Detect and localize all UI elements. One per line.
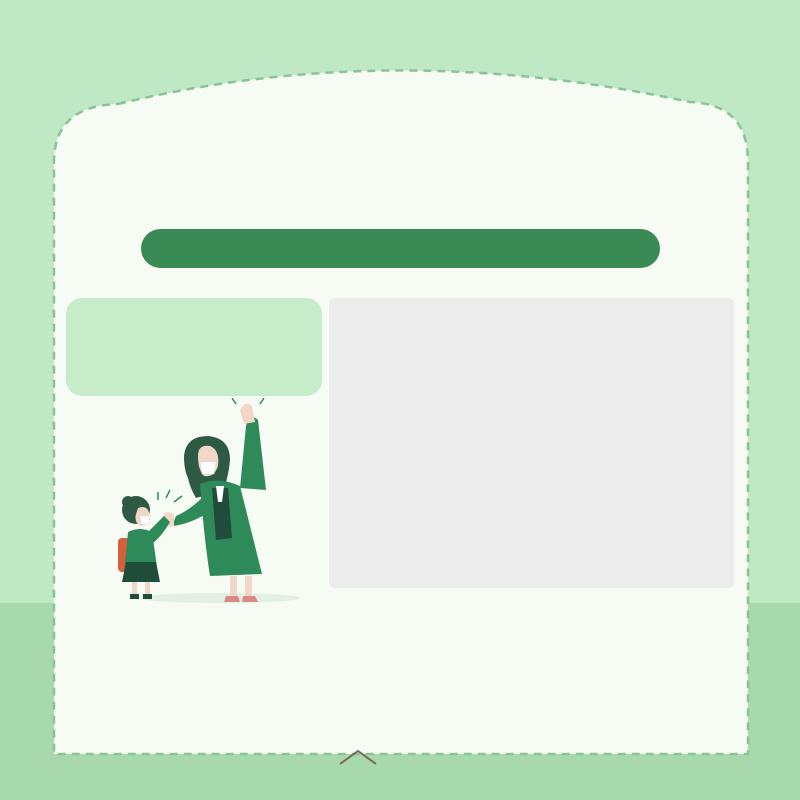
family-center-logo (336, 748, 486, 796)
family-center-logo-mark (336, 748, 380, 794)
subtitle-pill (141, 229, 660, 268)
parent-child-illustration (100, 398, 300, 608)
course-info-box (329, 298, 734, 588)
topics-box (66, 298, 322, 396)
